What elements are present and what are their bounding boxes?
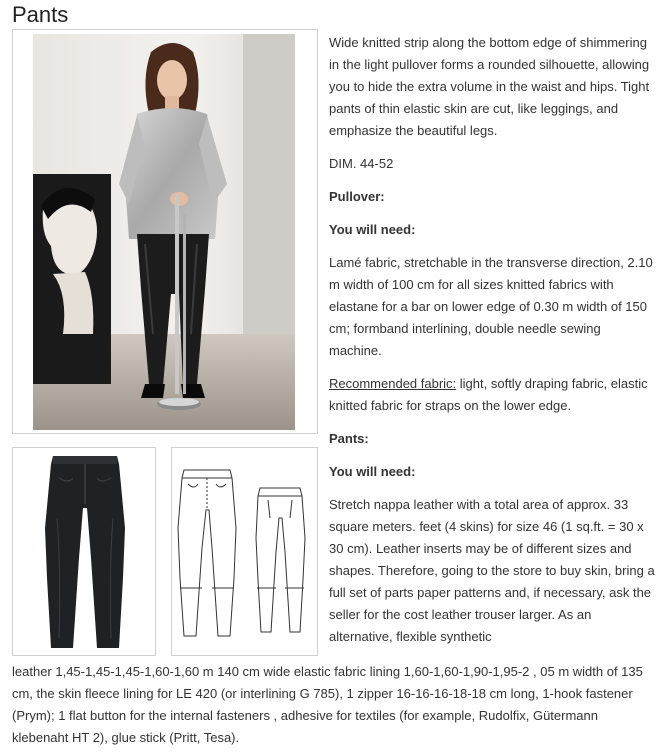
pants-sketch-illustration (172, 448, 317, 655)
dimension-text: DIM. 44-52 (329, 156, 394, 171)
pants-materials-column: Stretch nappa leather with a total area of approx. 33 square meters. feet (4 skins) for size 46 (1 sq.ft. = 30 x 30 cm). Leather inserts may be of different sizes and shapes. Therefore, going to the store to buy skin, bring a full set of parts paper patterns and, if necessary, ask the seller for the cost leather trouser larger. As an alternative, flexible synthetic (329, 497, 655, 644)
pants-heading: Pants: (329, 431, 369, 446)
pullover-materials: Lamé fabric, stretchable in the transverse direction, 2.10 m width of 100 cm for all sizes knitted fabrics with elastane for a bar on lower edge of 0.30 m width of 150 cm; formband interlining, double needle sewing machine. (329, 255, 653, 358)
page-title: Pants (12, 2, 69, 27)
intro-paragraph: Wide knitted strip along the bottom edge of shimmering in the light pullover forms a rounded silhouette, allowing you to hide the extra volume in the waist and hips. Tight pants of thin elastic skin are cut, like leggings, and emphasize the beautiful legs. (329, 35, 650, 138)
pullover-need-heading: You will need: (329, 222, 416, 237)
pants-photo-illustration (13, 448, 155, 655)
pants-materials-continued: leather 1,45-1,45-1,45-1,60-1,60 m 140 cm wide elastic fabric lining 1,60-1,60-1,90-1,95-2 , 05 m width of 135 cm, the skin fleece lining for LE 420 (or interlining G 785), 1 zipper 16-16-16-18-18 cm long, 1-hook fastener (Prym); 1 flat button for the internal fasteners , adhesive for textiles (for example, Rudolfix, Gütermann klebenaht HT 2), glue stick (Pritt, Tesa). (12, 664, 643, 745)
recommended-fabric-label: Recommended fabric: (329, 376, 457, 391)
pants-need-heading: You will need: (329, 464, 416, 479)
recommended-fabric-text: light, softly draping fabric, elastic knitted fabric for straps on the lower edge. (329, 376, 648, 413)
model-photo (12, 29, 318, 434)
pants-photo (12, 447, 156, 656)
model-photo-illustration (33, 34, 295, 430)
recommended-fabric (329, 373, 655, 417)
pants-sketch (171, 447, 318, 656)
description-column (329, 32, 655, 659)
pullover-heading: Pullover: (329, 189, 385, 204)
